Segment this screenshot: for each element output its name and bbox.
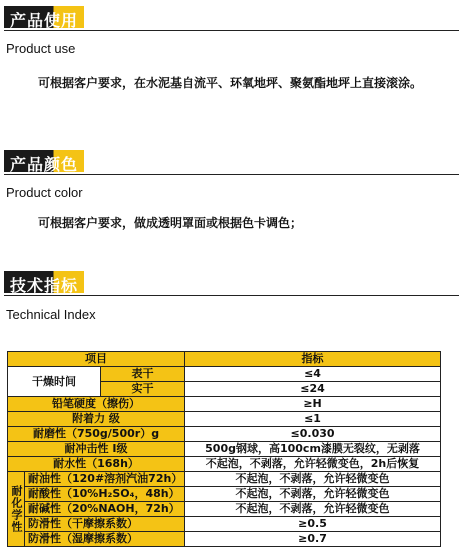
section-tag: [4, 6, 84, 28]
section-title: 技术指标: [10, 276, 79, 295]
table-row: [8, 367, 441, 382]
drying-label: 干燥时间: [8, 367, 101, 397]
table-row: [8, 517, 441, 532]
section-text: 可根据客户要求，做成透明罩面或根据色卡调色；: [38, 216, 303, 230]
row-label: 耐油性（120#溶剂汽油72h）: [25, 472, 185, 487]
table-row: [8, 502, 441, 517]
row-label: 实干: [101, 382, 185, 397]
section-title: 产品颜色: [10, 155, 79, 174]
section-tag: [4, 271, 84, 293]
section-header-use: [4, 6, 459, 30]
table-row: [8, 457, 441, 472]
row-label: 防滑性（湿摩擦系数）: [25, 532, 185, 547]
table-header-row: [8, 352, 441, 367]
table-row: [8, 532, 441, 547]
divider: [4, 295, 459, 296]
row-value: ≥0.7: [185, 532, 441, 547]
table-row: [8, 412, 441, 427]
row-label: 铅笔硬度（擦伤）: [8, 397, 185, 412]
row-value: ≤0.030: [185, 427, 441, 442]
row-value: 不起泡，不剥落，允许轻微变色: [185, 502, 441, 517]
row-value: ≥H: [185, 397, 441, 412]
table-row: [8, 487, 441, 502]
table-row: [8, 472, 441, 487]
header-value: 指标: [185, 352, 441, 367]
row-label: 耐酸性（10%H₂SO₄，48h）: [25, 487, 185, 502]
section-subtitle: Technical Index: [6, 307, 96, 322]
row-value: ≤24: [185, 382, 441, 397]
row-value: 不起泡，不剥落，允许轻微变色，2h后恢复: [185, 457, 441, 472]
row-label: 耐碱性（20%NAOH，72h）: [25, 502, 185, 517]
row-label: 防滑性（干摩擦系数）: [25, 517, 185, 532]
section-header-index: [4, 271, 459, 295]
section-subtitle: Product use: [6, 41, 76, 56]
row-value: ≤1: [185, 412, 441, 427]
section-text: 可根据客户要求，在水泥基自流平、环氧地坪、聚氨酯地坪上直接滚涂。: [38, 76, 423, 90]
row-label: 表干: [101, 367, 185, 382]
divider: [4, 174, 459, 175]
section-header-color: [4, 150, 459, 174]
table-row: [8, 427, 441, 442]
table-row: [8, 397, 441, 412]
row-value: ≤4: [185, 367, 441, 382]
section-title: 产品使用: [10, 11, 79, 30]
row-label: 附着力 级: [8, 412, 185, 427]
divider: [4, 30, 459, 31]
row-label: 耐冲击性 I级: [8, 442, 185, 457]
section-tag: [4, 150, 84, 172]
section-subtitle: Product color: [6, 185, 83, 200]
row-value: 不起泡，不剥落，允许轻微变色: [185, 472, 441, 487]
chemical-group-label: 耐化学性: [8, 472, 25, 547]
spec-table: [7, 351, 441, 547]
row-label: 耐水性（168h）: [8, 457, 185, 472]
header-item: 项目: [8, 352, 185, 367]
row-value: 不起泡，不剥落，允许轻微变色: [185, 487, 441, 502]
row-value: 500g钢球，高100cm漆膜无裂纹，无剥落: [185, 442, 441, 457]
table-row: [8, 442, 441, 457]
row-value: ≥0.5: [185, 517, 441, 532]
row-label: 耐磨性（750g/500r）g: [8, 427, 185, 442]
